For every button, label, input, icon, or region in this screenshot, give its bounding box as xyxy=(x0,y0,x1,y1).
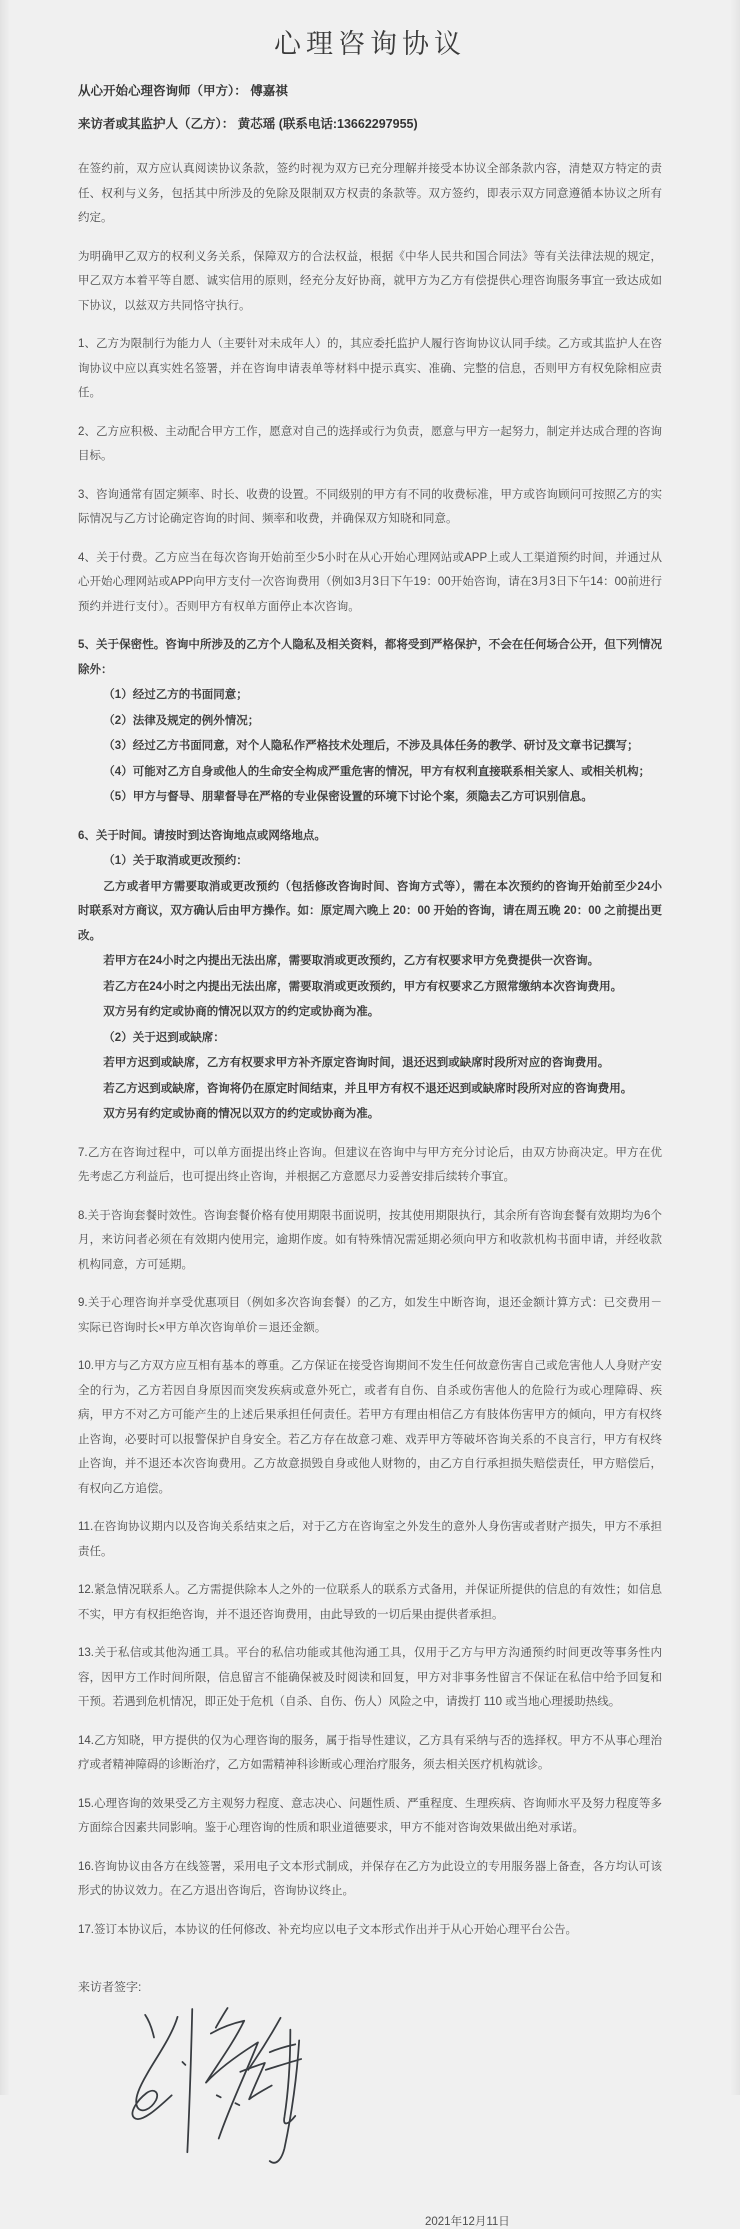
agreement-paragraph: 双方另有约定或协商的情况以双方的约定或协商为准。 xyxy=(103,1006,380,1018)
agreement-paragraph: 15.心理咨询的效果受乙方主观努力程度、意志决心、问题性质、严重程度、生理疾病、咨询师水平及努力程度等多方面综合因素共同影响。鉴于心理咨询的性质和职业道德要求，甲方不能对咨询效果做出绝对承诺。 xyxy=(78,1797,662,1834)
party-a-line: 从心开始心理咨询师（甲方）： 傅嘉祺 xyxy=(78,84,288,98)
agreement-paragraph: 若甲方迟到或缺席，乙方有权要求甲方补齐原定咨询时间，退还迟到或缺席时段所对应的咨询费用。 xyxy=(103,1057,610,1069)
agreement-paragraph: 为明确甲乙双方的权利义务关系，保障双方的合法权益，根据《中华人民共和国合同法》等有关法律法规的规定，甲乙双方本着平等自愿、诚实信用的原则，经充分友好协商，就甲方为乙方有偿提供心理咨询服务事宜一致达成如下协议，以兹双方共同恪守执行。 xyxy=(78,250,662,312)
agreement-paragraph: 11.在咨询协议期内以及咨询关系结束之后，对于乙方在咨询室之外发生的意外人身伤害或者财产损失，甲方不承担责任。 xyxy=(78,1521,662,1558)
signature-strokes xyxy=(102,2001,308,2173)
party-b-line: 来访者或其监护人（乙方）： 黄芯瑶 (联系电话:13662297955) xyxy=(78,117,418,131)
agreement-paragraph: （3）经过乙方书面同意，对个人隐私作严格技术处理后，不涉及具体任务的教学、研讨及文章书记撰写； xyxy=(103,740,639,752)
agreement-paragraph: 3、咨询通常有固定频率、时长、收费的设置。不同级别的甲方有不同的收费标准，甲方或咨询顾问可按照乙方的实际情况与乙方讨论确定咨询的时间、频率和收费，并确保双方知晓和同意。 xyxy=(78,488,662,525)
visitor-signature-label: 来访者签字: xyxy=(78,1980,142,1994)
agreement-paragraph: 2、乙方应积极、主动配合甲方工作，愿意对自己的选择或行为负责，愿意与甲方一起努力，制定并达成合理的咨询目标。 xyxy=(78,425,662,462)
agreement-paragraph: 16.咨询协议由各方在线签署，采用电子文本形式制成，并保存在乙方为此设立的专用服务器上备查，各方均认可该形式的协议效力。在乙方退出咨询后，咨询协议终止。 xyxy=(78,1860,662,1897)
agreement-paragraph: 14.乙方知晓，甲方提供的仅为心理咨询的服务，属于指导性建议，乙方具有采纳与否的选择权。甲方不从事心理治疗或者精神障碍的诊断治疗，乙方如需精神科诊断或心理治疗服务，须去相关医疗机构就诊。 xyxy=(78,1734,662,1771)
agreement-paragraph: （1）关于取消或更改预约： xyxy=(103,855,248,867)
agreement-paragraph: （5）甲方与督导、朋辈督导在严格的专业保密设置的环境下讨论个案，须隐去乙方可识别信息。 xyxy=(103,791,593,803)
agreement-paragraph: （2）关于迟到或缺席： xyxy=(103,1031,225,1044)
agreement-paragraph: 17.签订本协议后，本协议的任何修改、补充均应以电子文本形式作出并于从心开始心理平台公告。 xyxy=(78,1923,577,1936)
agreement-paragraph: 7.乙方在咨询过程中，可以单方面提出终止咨询。但建议在咨询中与甲方充分讨论后，由双方协商决定。甲方在优先考虑乙方利益后，也可提出终止咨询，并根据乙方意愿尽力妥善安排后续转介事宜。 xyxy=(78,1146,662,1183)
agreement-paragraph: （2）法律及规定的例外情况； xyxy=(103,714,260,727)
agreement-paragraph: 4、关于付费。乙方应当在每次咨询开始前至少5小时在从心开始心理网站或APP上或人工渠道预约时间，并通过从心开始心理网站或APP向甲方支付一次咨询费用（例如3月3日下午19：00开始咨询，请在3月3日下午14：00前进行预约并进行支付）。否则甲方有权单方面停止本次咨询。 xyxy=(78,551,662,613)
agreement-body xyxy=(78,157,662,1942)
page-title: 心理咨询协议 xyxy=(274,29,466,59)
agreement-paragraph: 1、乙方为限制行为能力人（主要针对未成年人）的，其应委托监护人履行咨询协议认同手续。乙方或其监护人在咨询协议中应以真实姓名签署，并在咨询申请表单等材料中提示真实、准确、完整的信息，否则甲方有权免除相应责任。 xyxy=(78,338,662,399)
agreement-paragraph: 在签约前，双方应认真阅读协议条款，签约时视为双方已充分理解并接受本协议全部条款内容，清楚双方特定的责任、权利与义务，包括其中所涉及的免除及限制双方权责的条款等。双方签约，即表示双方同意遵循本协议之所有约定。 xyxy=(78,163,662,224)
agreement-paragraph: 6、关于时间。请按时到达咨询地点或网络地点。 xyxy=(78,829,326,842)
agreement-paragraph: 乙方或者甲方需要取消或更改预约（包括修改咨询时间、咨询方式等），需在本次预约的咨询开始前至少24小时联系对方商议，双方确认后由甲方操作。如：原定周六晚上 20：00 开始的咨询，请在周五晚 20：00 之前提出更改。 xyxy=(78,880,662,942)
agreement-paragraph: 12.紧急情况联系人。乙方需提供除本人之外的一位联系人的联系方式备用，并保证所提供的信息的有效性；如信息不实，甲方有权拒绝咨询，并不退还咨询费用，由此导致的一切后果由提供者承担。 xyxy=(78,1584,662,1621)
agreement-paragraph: 若甲方在24小时之内提出无法出席，需要取消或更改预约，乙方有权要求甲方免费提供一次咨询。 xyxy=(103,955,600,967)
handwritten-signature xyxy=(102,2001,662,2179)
agreement-paragraph: 13.关于私信或其他沟通工具。平台的私信功能或其他沟通工具，仅用于乙方与甲方沟通预约时间更改等事务性内容，因甲方工作时间所限，信息留言不能确保被及时阅读和回复，甲方对非事务性留言不保证在私信中给予回复和干预。若遇到危机情况，即正处于危机（自杀、自伤、伤人）风险之中，请拨打 110 或当地心理援助热线。 xyxy=(78,1647,662,1708)
agreement-paragraph: 10.甲方与乙方双方应互相有基本的尊重。乙方保证在接受咨询期间不发生任何故意伤害自己或危害他人人身财产安全的行为，乙方若因自身原因而突发疾病或意外死亡，或者有自伤、自杀或伤害他人的危险行为或心理障碍、疾病，甲方不对乙方可能产生的上述后果承担任何责任。若甲方有理由相信乙方有肢体伤害甲方的倾向，甲方有权终止咨询，必要时可以报警保护自身安全。若乙方存在故意刁难、戏弄甲方等破坏咨询关系的不良言行，甲方有权终止咨询，并不退还本次咨询费用。乙方故意损毁自身或他人财物的，由乙方自行承担损失赔偿责任，甲方赔偿后，有权向乙方追偿。 xyxy=(78,1360,662,1495)
agreement-paragraph: 5、关于保密性。咨询中所涉及的乙方个人隐私及相关资料，都将受到严格保护，不会在任何场合公开，但下列情况除外： xyxy=(78,639,662,676)
agreement-paragraph: （4）可能对乙方自身或他人的生命安全构成严重危害的情况，甲方有权利直接联系相关家人、或相关机构； xyxy=(103,765,651,778)
agreement-paragraph: 双方另有约定或协商的情况以双方的约定或协商为准。 xyxy=(103,1108,380,1120)
agreement-paragraph: 若乙方迟到或缺席，咨询将仍在原定时间结束，并且甲方有权不退还迟到或缺席时段所对应的咨询费用。 xyxy=(103,1082,633,1095)
agreement-paragraph: （1）经过乙方的书面同意； xyxy=(103,689,248,701)
signing-date: 2021年12月11日 xyxy=(425,2216,510,2228)
agreement-paragraph: 9.关于心理咨询并享受优惠项目（例如多次咨询套餐）的乙方，如发生中断咨询，退还金额计算方式：已交费用－实际已咨询时长×甲方单次咨询单价＝退还金额。 xyxy=(78,1297,662,1334)
agreement-paragraph: 若乙方在24小时之内提出无法出席，需要取消或更改预约，甲方有权要求乙方照常缴纳本次咨询费用。 xyxy=(103,980,623,993)
agreement-paragraph: 8.关于咨询套餐时效性。咨询套餐价格有使用期限书面说明，按其使用期限执行，其余所有咨询套餐有效期均为6个月，来访问者必须在有效期内使用完，逾期作废。如有特殊情况需延期必须向甲方和收款机构书面申请，并经收款机构同意，方可延期。 xyxy=(78,1209,662,1271)
